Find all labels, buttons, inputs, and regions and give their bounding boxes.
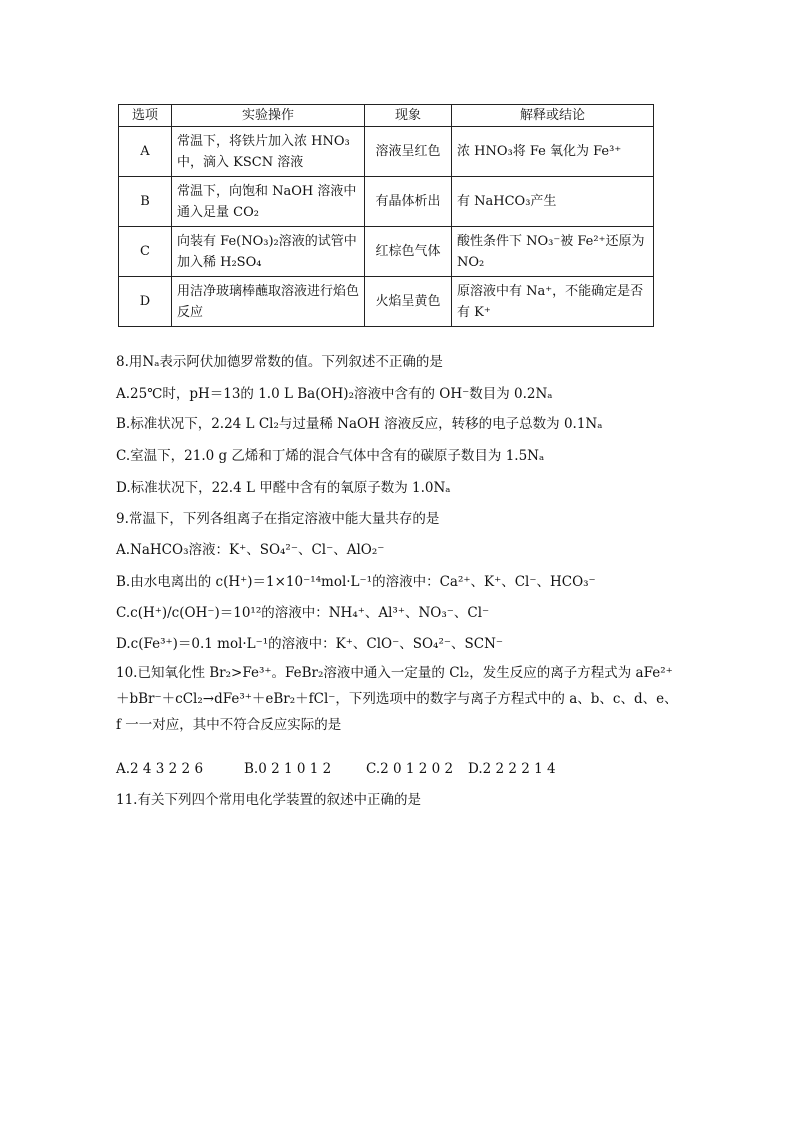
row-operation: 常温下，将铁片加入浓 HNO₃ 中，滴入 KSCN 溶液 bbox=[172, 127, 365, 177]
q9-stem: 9.常温下，下列各组离子在指定溶液中能大量共存的是 bbox=[116, 511, 440, 527]
row-option: A bbox=[119, 127, 172, 177]
experiment-table bbox=[118, 104, 654, 327]
row-phenomenon: 溶液呈红色 bbox=[365, 127, 452, 177]
row-operation: 向装有 Fe(NO₃)₂溶液的试管中加入稀 H₂SO₄ bbox=[172, 227, 365, 277]
header-phenomenon: 现象 bbox=[365, 105, 452, 127]
q10-option-d: D.2 2 2 2 1 4 bbox=[468, 761, 556, 777]
row-option: D bbox=[119, 277, 172, 327]
table-row bbox=[119, 127, 654, 177]
q10-option-a: A.2 4 3 2 2 6 bbox=[116, 761, 204, 777]
q8-stem: 8.用Nₐ表示阿伏加德罗常数的值。下列叙述不正确的是 bbox=[116, 354, 443, 370]
q9-option-b: B.由水电离出的 c(H⁺)＝1×10⁻¹⁴mol·L⁻¹的溶液中：Ca²⁺、K⁺、Cl⁻、HCO₃⁻ bbox=[116, 574, 596, 590]
row-option: B bbox=[119, 177, 172, 227]
row-phenomenon: 红棕色气体 bbox=[365, 227, 452, 277]
q9-option-c: C.c(H⁺)/c(OH⁻)＝10¹²的溶液中：NH₄⁺、Al³⁺、NO₃⁻、Cl⁻ bbox=[116, 605, 490, 621]
q8-option-a: A.25℃时，pH＝13的 1.0 L Ba(OH)₂溶液中含有的 OH⁻数目为 0.2Nₐ bbox=[116, 386, 553, 402]
row-conclusion: 有 NaHCO₃产生 bbox=[452, 177, 654, 227]
header-operation: 实验操作 bbox=[172, 105, 365, 127]
row-conclusion: 浓 HNO₃将 Fe 氧化为 Fe³⁺ bbox=[452, 127, 654, 177]
row-phenomenon: 有晶体析出 bbox=[365, 177, 452, 227]
q10-option-b: B.0 2 1 0 1 2 bbox=[244, 761, 332, 777]
table-header-row bbox=[119, 105, 654, 127]
q10-option-c: C.2 0 1 2 0 2 bbox=[366, 761, 454, 777]
table-row bbox=[119, 177, 654, 227]
table-row bbox=[119, 227, 654, 277]
q8-option-c: C.室温下，21.0 g 乙烯和丁烯的混合气体中含有的碳原子数目为 1.5Nₐ bbox=[116, 448, 545, 464]
q10-stem: 10.已知氧化性 Br₂>Fe³⁺。FeBr₂溶液中通入一定量的 Cl₂，发生反应的离子方程式为 aFe²⁺＋bBr⁻＋cCl₂→dFe³⁺＋eBr₂＋fCl⁻，下列选项中的数字与离子方程式中的 a、b、c、d、e、f 一一对应，其中不符合反应实际的是 bbox=[116, 665, 678, 733]
row-option: C bbox=[119, 227, 172, 277]
header-option: 选项 bbox=[119, 105, 172, 127]
row-conclusion: 酸性条件下 NO₃⁻被 Fe²⁺还原为 NO₂ bbox=[452, 227, 654, 277]
q10-options bbox=[116, 759, 566, 779]
q9-option-d: D.c(Fe³⁺)＝0.1 mol·L⁻¹的溶液中：K⁺、ClO⁻、SO₄²⁻、SCN⁻ bbox=[116, 636, 504, 652]
q8-option-d: D.标准状况下，22.4 L 甲醛中含有的氧原子数为 1.0Nₐ bbox=[116, 480, 451, 496]
q8-option-b: B.标准状况下，2.24 L Cl₂与过量稀 NaOH 溶液反应，转移的电子总数为 0.1Nₐ bbox=[116, 416, 603, 432]
row-phenomenon: 火焰呈黄色 bbox=[365, 277, 452, 327]
q11-stem: 11.有关下列四个常用电化学装置的叙述中正确的是 bbox=[116, 792, 421, 808]
table-row bbox=[119, 277, 654, 327]
row-operation: 常温下，向饱和 NaOH 溶液中通入足量 CO₂ bbox=[172, 177, 365, 227]
header-conclusion: 解释或结论 bbox=[452, 105, 654, 127]
q9-option-a: A.NaHCO₃溶液：K⁺、SO₄²⁻、Cl⁻、AlO₂⁻ bbox=[116, 542, 385, 558]
row-conclusion: 原溶液中有 Na⁺，不能确定是否有 K⁺ bbox=[452, 277, 654, 327]
row-operation: 用洁净玻璃棒蘸取溶液进行焰色反应 bbox=[172, 277, 365, 327]
